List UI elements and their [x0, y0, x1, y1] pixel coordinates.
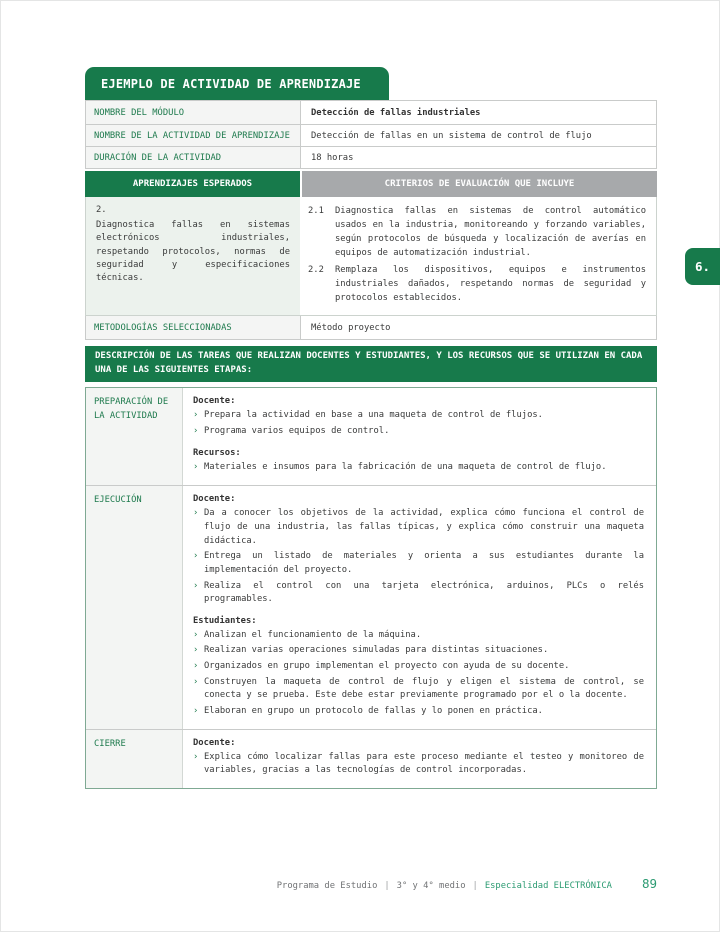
stage-content [183, 730, 656, 788]
footer-separator: | [384, 881, 390, 891]
criterio-text: Remplaza los dispositivos, equipos e instrumentos industriales dañados, respetando normas de seguridad y protocolos establecidos. [335, 265, 646, 304]
group-title: Estudiantes: [193, 615, 257, 626]
table-row [86, 125, 656, 147]
footer-specialty: Especialidad ELECTRÓNICA [484, 881, 612, 891]
list-item: › Programa varios equipos de control. [193, 425, 644, 439]
criterios-header: CRITERIOS DE EVALUACIÓN QUE INCLUYE [302, 171, 657, 197]
module-info-table [85, 100, 657, 169]
expectations-header-row [85, 171, 657, 197]
criterio-item [308, 263, 646, 305]
stage-label: EJECUCIÓN [86, 486, 183, 728]
stage-row-ejecucion [86, 486, 656, 729]
aprendizajes-header: APRENDIZAJES ESPERADOS [85, 171, 300, 197]
table-row [86, 147, 656, 168]
activity-document [85, 67, 657, 789]
list-item: › Analizan el funcionamiento de la máquina. [193, 629, 644, 643]
chevron-bullet-icon: › [193, 661, 199, 672]
bullet-list [193, 629, 644, 719]
list-item: › Materiales e insumos para la fabricación de una maqueta de control de flujo. [193, 461, 644, 475]
chevron-bullet-icon: › [193, 751, 199, 762]
docente-group [193, 738, 644, 778]
group-title: Docente: [193, 396, 236, 407]
stage-row-preparacion [86, 388, 656, 486]
stage-label: CIERRE [86, 730, 183, 788]
recursos-group [193, 448, 644, 475]
stage-row-cierre [86, 730, 656, 788]
stages-table [85, 387, 657, 788]
module-name-value: Detección de fallas industriales [311, 107, 481, 118]
chevron-bullet-icon: › [193, 426, 199, 437]
footer-grade: 3° y 4° medio [396, 881, 466, 891]
chapter-tab [685, 248, 720, 285]
list-item: › Realiza el control con una tarjeta electrónica, arduinos, PLCs o relés programables. [193, 580, 644, 607]
activity-name-value: Detección de fallas en un sistema de control de flujo [311, 130, 592, 141]
chevron-bullet-icon: › [193, 461, 199, 472]
chevron-bullet-icon: › [193, 551, 199, 562]
title-tab [85, 67, 389, 100]
aprendizaje-number: 2. [96, 205, 107, 215]
chevron-bullet-icon: › [193, 629, 199, 640]
list-item: › Organizados en grupo implementan el proyecto con ayuda de su docente. [193, 660, 644, 674]
stage-label: PREPARACIÓN DE LA ACTIVIDAD [86, 388, 183, 485]
bullet-list [193, 409, 644, 438]
docente-group [193, 494, 644, 606]
group-title: Docente: [193, 494, 236, 505]
group-title: Recursos: [193, 447, 241, 458]
criterio-item [308, 204, 646, 260]
activity-name-label: NOMBRE DE LA ACTIVIDAD DE APRENDIZAJE [86, 125, 301, 146]
module-name-label: NOMBRE DEL MÓDULO [86, 101, 301, 124]
chevron-bullet-icon: › [193, 645, 199, 656]
chevron-bullet-icon: › [193, 676, 199, 687]
expectations-body-row [85, 197, 657, 316]
bullet-list [193, 461, 644, 475]
list-item: › Da a conocer los objetivos de la actividad, explica cómo funciona el control de flujo de una industria, las fallas típicas, y explica cómo construir una maqueta didáctica. [193, 507, 644, 548]
stage-content [183, 388, 656, 485]
list-item: › Prepara la actividad en base a una maqueta de control de flujos. [193, 409, 644, 423]
page-footer [85, 876, 657, 891]
bullet-list [193, 507, 644, 606]
duration-value: 18 horas [311, 152, 354, 163]
page-title: EJEMPLO DE ACTIVIDAD DE APRENDIZAJE [101, 76, 361, 91]
list-item: › Explica cómo localizar fallas para este proceso mediante el testeo y monitoreo de variables, gracias a las tecnologías de control incorporadas. [193, 751, 644, 778]
aprendizaje-cell [86, 197, 300, 315]
chapter-number: 6. [694, 259, 711, 274]
criterio-number: 2.1 [308, 206, 324, 216]
chevron-bullet-icon: › [193, 508, 199, 519]
footer-program: Programa de Estudio [276, 881, 378, 891]
page-number: 89 [641, 876, 657, 891]
metodologias-row [85, 316, 657, 340]
bullet-list [193, 751, 644, 778]
descripcion-band: DESCRIPCIÓN DE LAS TAREAS QUE REALIZAN DOCENTES Y ESTUDIANTES, Y LOS RECURSOS QUE SE UTILIZAN EN CADA UNA DE LAS SIGUIENTES ETAPAS: [85, 346, 657, 382]
chevron-bullet-icon: › [193, 580, 199, 591]
aprendizaje-text: Diagnostica fallas en sistemas electrónicos industriales, respetando protocolos, normas de seguridad y especificaciones técnicas. [96, 220, 290, 283]
docente-group [193, 396, 644, 438]
criterios-cell [300, 197, 656, 315]
footer-separator: | [472, 881, 478, 891]
chevron-bullet-icon: › [193, 705, 199, 716]
list-item: › Entrega un listado de materiales y orienta a sus estudiantes durante la implementación del proyecto. [193, 550, 644, 577]
chevron-bullet-icon: › [193, 410, 199, 421]
estudiantes-group [193, 616, 644, 719]
list-item: › Elaboran en grupo un protocolo de fallas y lo ponen en práctica. [193, 705, 644, 719]
list-item: › Realizan varias operaciones simuladas para distintas situaciones. [193, 644, 644, 658]
table-row [86, 101, 656, 125]
metodologias-value: Método proyecto [311, 322, 391, 333]
list-item: › Construyen la maqueta de control de flujo y eligen el sistema de control, se conecta y se prueba. Este debe estar previamente programado por el o la docente. [193, 676, 644, 703]
metodologias-label: METODOLOGÍAS SELECCIONADAS [86, 316, 301, 339]
stage-content [183, 486, 656, 728]
group-title: Docente: [193, 737, 236, 748]
criterio-text: Diagnostica fallas en sistemas de control automático usados en la industria, monitoreando y forzando variables, según protocolos de búsqueda y localización de averías en equipos de automatización industrial. [335, 206, 646, 259]
criterio-number: 2.2 [308, 265, 324, 276]
duration-label: DURACIÓN DE LA ACTIVIDAD [86, 147, 301, 168]
